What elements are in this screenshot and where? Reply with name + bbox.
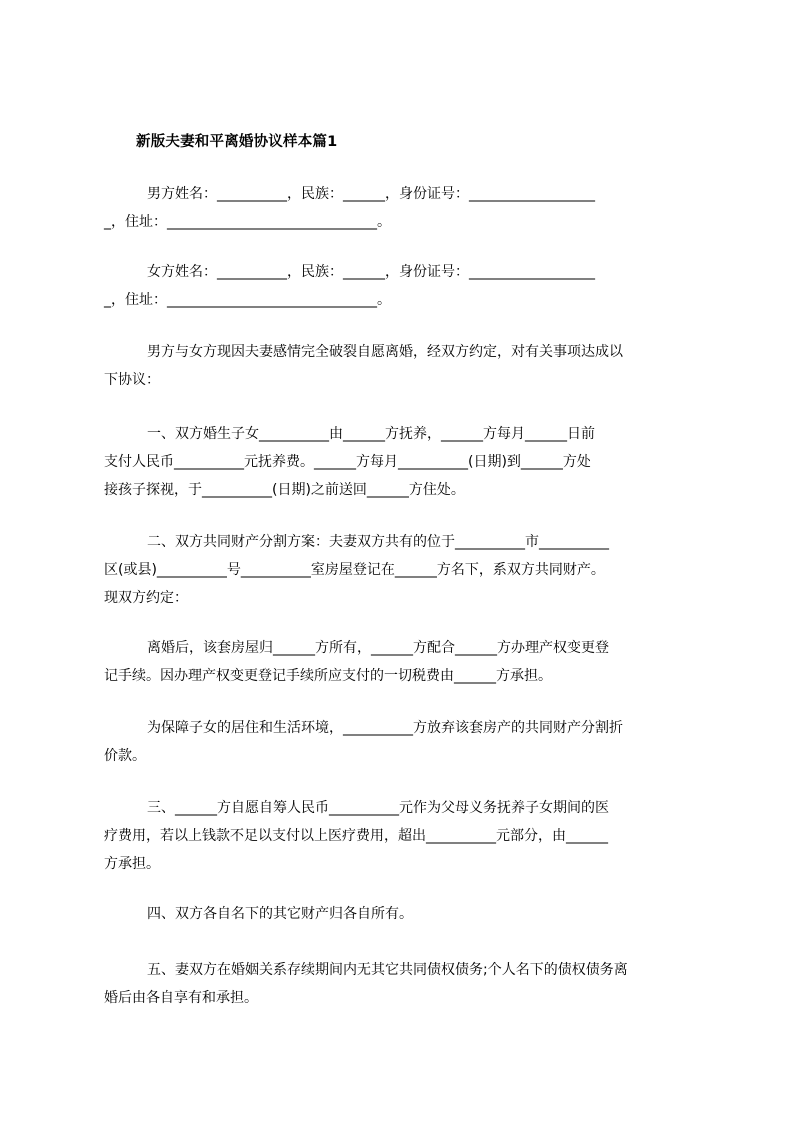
text-line: 女方姓名：__________，民族：______，身份证号：__________________ — [147, 264, 595, 280]
text-line: 三、______方自愿自筹人民币__________元作为父母义务抚养子女期间的医 — [147, 800, 609, 816]
paragraph-husband-info — [104, 180, 706, 236]
text-line: 方承担。 — [104, 856, 160, 872]
paragraph-clause-5 — [104, 956, 706, 1012]
text-line: 支付人民币__________元抚养费。______方每月__________(日期)到______方处 — [104, 454, 591, 470]
text-line: 价款。 — [104, 748, 146, 764]
paragraph-wife-info — [104, 258, 706, 314]
text-line: 现双方约定： — [104, 590, 188, 606]
paragraph-clause-3 — [104, 794, 706, 878]
text-line: _，住址：______________________________。 — [104, 292, 391, 308]
text-line: 男方与女方现因夫妻感情完全破裂自愿离婚，经双方约定，对有关事项达成以 — [147, 344, 623, 360]
text-line: 接孩子探视，于__________(日期)之前送回______方住处。 — [104, 482, 465, 498]
text-line: 区(或县)__________号__________室房屋登记在______方名下，系双方共同财产。 — [104, 562, 605, 578]
paragraph-preamble — [104, 338, 706, 394]
text-line: 为保障子女的居住和生活环境，__________方放弃该套房产的共同财产分割折 — [147, 720, 623, 736]
paragraph-clause-2-a — [104, 634, 706, 690]
text-line: 离婚后，该套房屋归______方所有，______方配合______方办理产权变更登 — [147, 640, 609, 656]
document-title: 新版夫妻和平离婚协议样本篇1 — [136, 134, 338, 150]
paragraph-clause-1 — [104, 420, 706, 504]
text-line: 记手续。因办理产权变更登记手续所应支付的一切税费由______方承担。 — [104, 668, 552, 684]
text-line: _，住址：______________________________。 — [104, 214, 391, 230]
text-line: 四、双方各自名下的其它财产归各自所有。 — [147, 906, 413, 922]
text-line: 男方姓名：__________，民族：______，身份证号：__________________ — [147, 186, 595, 202]
text-line: 下协议： — [104, 372, 160, 388]
text-line: 疗费用，若以上钱款不足以支付以上医疗费用，超出__________元部分，由______ — [104, 828, 608, 844]
paragraph-clause-2-b — [104, 714, 706, 770]
text-line: 婚后由各自享有和承担。 — [104, 990, 258, 1006]
text-line: 一、双方婚生子女__________由______方抚养，______方每月______日前 — [147, 426, 595, 442]
paragraph-clause-4 — [104, 900, 706, 928]
text-line: 二、双方共同财产分割方案：夫妻双方共有的位于__________市__________ — [147, 534, 609, 550]
paragraph-clause-2 — [104, 528, 706, 612]
text-line: 五、妻双方在婚姻关系存续期间内无其它共同债权债务;个人名下的债权债务离 — [147, 962, 628, 978]
